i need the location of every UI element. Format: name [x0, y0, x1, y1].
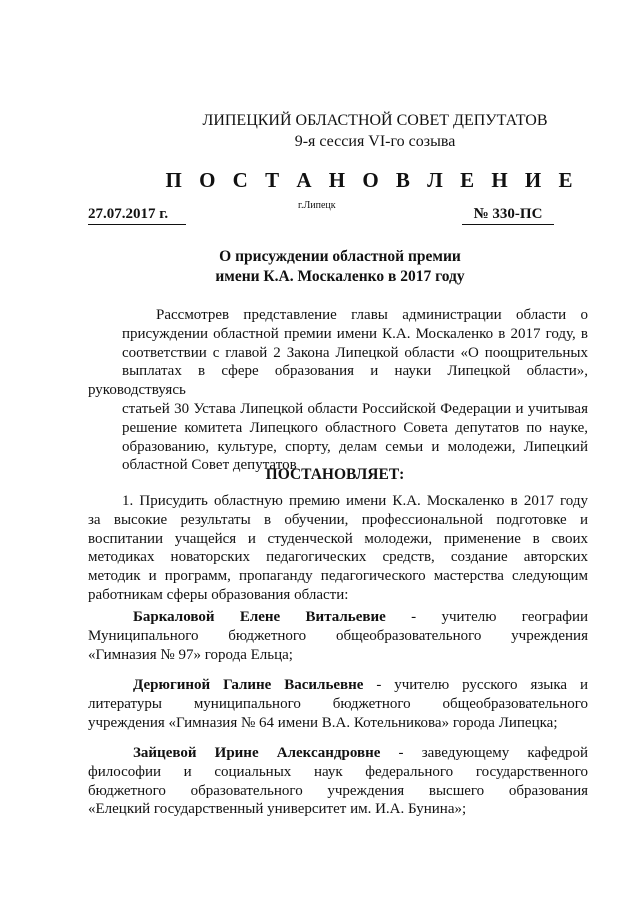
session-label: 9-я сессия VI-го созыва	[294, 133, 456, 150]
document-title	[0, 247, 640, 287]
award-entry	[88, 676, 588, 732]
paragraph-line: методиках новаторских педагогических средств, создание авторских	[88, 549, 588, 566]
award-first-line	[113, 608, 588, 627]
paragraph-line: образованию, культуре, спорту, делам семьи и молодежи, Липецкий	[122, 438, 588, 455]
paragraph-line: статьей 30 Устава Липецкой области Российской Федерации и учитывая	[122, 400, 588, 417]
award-line: бюджетного образовательного учреждения высшего образования	[88, 782, 588, 799]
award-line: литературы муниципального бюджетного общеобразовательного	[88, 695, 588, 712]
paragraph-line: соответствии с главой 2 Закона Липецкой области «О поощрительных	[122, 344, 588, 361]
award-line: учреждения «Гимназия № 64 имени В.А. Котельникова» города Липецка;	[88, 714, 558, 731]
paragraph-line: 1. Присудить областную премию имени К.А. Москаленко в 2017 году	[122, 493, 588, 509]
document-number: № 330-ПС	[462, 206, 554, 225]
award-first-line	[113, 744, 588, 763]
award-first-line	[113, 676, 588, 695]
awardee-position: - учителю русского языка и	[363, 677, 588, 693]
award-entry	[88, 608, 588, 664]
award-entry	[88, 744, 588, 819]
intro-paragraph	[88, 306, 588, 475]
document-type: П О С Т А Н О В Л Е Н И Е	[165, 168, 579, 192]
paragraph-line: решение комитета Липецкого областного Совета депутатов по науке,	[122, 419, 588, 436]
paragraph-line: работникам сферы образования области:	[88, 586, 349, 603]
paragraph-line: за высокие результаты в обучении, профессиональной подготовке и	[88, 511, 588, 528]
paragraph-line: присуждении областной премии имени К.А. Москаленко в 2017 году, в	[122, 325, 588, 342]
title-line: имени К.А. Москаленко в 2017 году	[215, 268, 465, 285]
document-city: г.Липецк	[298, 200, 336, 211]
document-date: 27.07.2017 г.	[88, 206, 186, 225]
paragraph-line: выплатах в сфере образования и науки Липецкой области», руководствуясь	[88, 363, 588, 399]
paragraph-line: Рассмотрев представление главы администрации области о	[156, 307, 588, 323]
award-line: «Гимназия № 97» города Ельца;	[88, 646, 293, 663]
awardee-name: Зайцевой Ирине Александровне	[133, 745, 381, 761]
item-1-paragraph	[88, 492, 588, 605]
award-line: философии и социальных наук федерального государственного	[88, 763, 588, 780]
awardee-name: Баркаловой Елене Витальевие	[133, 609, 386, 625]
paragraph-line: методик и программ, пропаганду педагогического мастерства следующим	[88, 568, 588, 585]
awardee-position: - учителю географии	[385, 609, 588, 625]
award-line: «Елецкий государственный университет им. И.А. Бунина»;	[88, 801, 467, 818]
award-line: Муниципального бюджетного общеобразовательного учреждения	[88, 627, 588, 644]
council-name: ЛИПЕЦКИЙ ОБЛАСТНОЙ СОВЕТ ДЕПУТАТОВ	[202, 112, 548, 129]
resolves-heading: ПОСТАНОВЛЯЕТ:	[265, 466, 405, 483]
paragraph-line: воспитании учащейся и студенческой молодежи, применение в своих	[88, 530, 588, 547]
title-line: О присуждении областной премии	[219, 248, 461, 265]
awardee-position: - заведующему кафедрой	[380, 745, 588, 761]
awardee-name: Дерюгиной Галине Васильевне	[133, 677, 364, 693]
paragraph-line: областной Совет депутатов	[122, 457, 297, 474]
